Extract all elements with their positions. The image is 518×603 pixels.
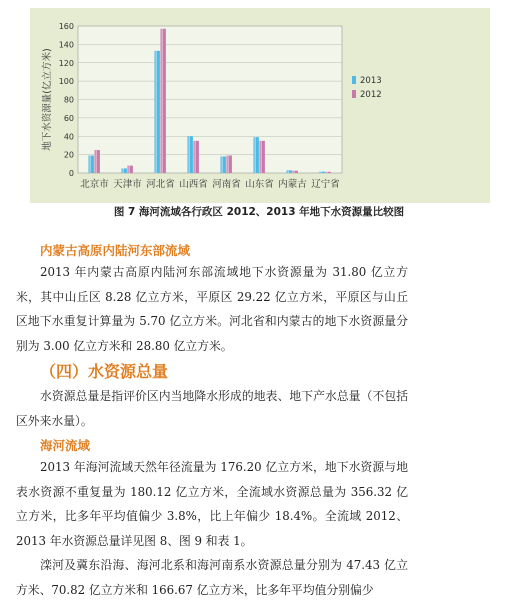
bar-highlight <box>222 156 223 173</box>
bar-2013 <box>320 172 325 173</box>
x-category-label: 河南省 <box>212 179 241 190</box>
bar-2012 <box>326 172 331 173</box>
bar-highlight <box>195 141 196 173</box>
bar-highlight <box>90 156 91 173</box>
y-tick-label: 160 <box>58 22 74 31</box>
bar-highlight <box>255 137 256 173</box>
legend-label-2013: 2013 <box>360 76 382 86</box>
bar-2013 <box>89 156 94 173</box>
bar-highlight <box>129 166 130 173</box>
x-category-label: 山西省 <box>179 179 208 190</box>
figure-caption: 图 7 海河流域各行政区 2012、2013 年地下水资源量比较图 <box>113 206 405 218</box>
bar-highlight <box>327 172 328 173</box>
y-tick-label: 0 <box>68 169 74 178</box>
bar-highlight <box>321 172 322 173</box>
bar-highlight <box>156 51 157 173</box>
bar-2012 <box>161 29 166 173</box>
legend-label-2012: 2012 <box>360 90 382 100</box>
paragraph-haihe-subbasins: 滦河及冀东沿海、海河北系和海河南系水资源总量分别为 47.43 亿立方米、70.82 亿立方米和 166.67 亿立方米，比多年平均值分别偏少 <box>16 558 408 597</box>
x-category-label: 辽宁省 <box>311 179 340 190</box>
bar-2012 <box>95 150 100 173</box>
bar-2013 <box>188 136 193 173</box>
y-tick-label: 60 <box>63 113 74 123</box>
section-heading-haihe: 海河流域 <box>40 438 91 453</box>
bar-2012 <box>293 171 298 173</box>
x-category-label: 北京市 <box>80 179 109 190</box>
y-tick-label: 100 <box>58 77 74 87</box>
bar-highlight <box>123 168 124 173</box>
bar-2013 <box>287 170 292 173</box>
y-tick-label: 40 <box>63 132 74 142</box>
bar-highlight <box>96 150 97 173</box>
x-category-label: 河北省 <box>146 179 175 190</box>
paragraph-haihe-runoff: 2013 年海河流域天然年径流量为 176.20 亿立方米，地下水资源与地表水资源不重复量为 180.12 亿立方米，全流域水资源总量为 356.32 亿立方米，比多年平均值偏少 3.8%，比上年偏少 18.4%。全流域 2012、2013 年水资源总量详见图 8、图 9 和表 1。 <box>16 460 408 548</box>
bar-2013 <box>254 137 259 173</box>
bar-2013 <box>221 156 226 173</box>
x-category-label: 内蒙古 <box>278 179 307 190</box>
section-heading-inner-mongolia: 内蒙古高原内陆河东部流域 <box>40 243 191 258</box>
x-category-label: 天津市 <box>113 179 142 190</box>
paragraph-inner-mongolia: 2013 年内蒙古高原内陆河东部流域地下水资源量为 31.80 亿立方米，其中山丘区 8.28 亿立方米，平原区 29.22 亿立方米，平原区与山丘区地下水重复计算量为 5.70 亿立方米。河北省和内蒙古的地下水资源量分别为 3.00 亿立方米和 28.80 亿立方米。 <box>16 265 408 353</box>
bar-chart <box>30 8 490 203</box>
bar-2012 <box>260 141 265 173</box>
bar-2013 <box>155 51 160 173</box>
y-tick-label: 20 <box>63 150 74 160</box>
bar-2012 <box>227 156 232 173</box>
bar-highlight <box>294 171 295 173</box>
bar-2012 <box>194 141 199 173</box>
bar-highlight <box>189 136 190 173</box>
y-axis-label: 地下水资源量(亿立方米) <box>42 48 53 151</box>
paragraph-total-water-definition: 水资源总量是指评价区内当地降水形成的地表、地下产水总量（不包括区外来水量）。 <box>16 389 408 428</box>
bar-2012 <box>128 166 133 173</box>
bar-2013 <box>122 168 127 173</box>
y-tick-label: 140 <box>58 40 74 50</box>
bar-highlight <box>228 156 229 173</box>
y-tick-label: 80 <box>63 95 74 105</box>
bar-highlight <box>162 29 163 173</box>
x-category-label: 山东省 <box>245 179 274 190</box>
bar-highlight <box>261 141 262 173</box>
chart-svg <box>30 8 490 203</box>
y-tick-label: 120 <box>58 58 74 68</box>
legend-swatch-2013 <box>352 76 356 84</box>
section-heading-total-water: （四）水资源总量 <box>40 362 169 381</box>
legend-swatch-2012 <box>352 90 356 98</box>
bar-highlight <box>288 170 289 173</box>
